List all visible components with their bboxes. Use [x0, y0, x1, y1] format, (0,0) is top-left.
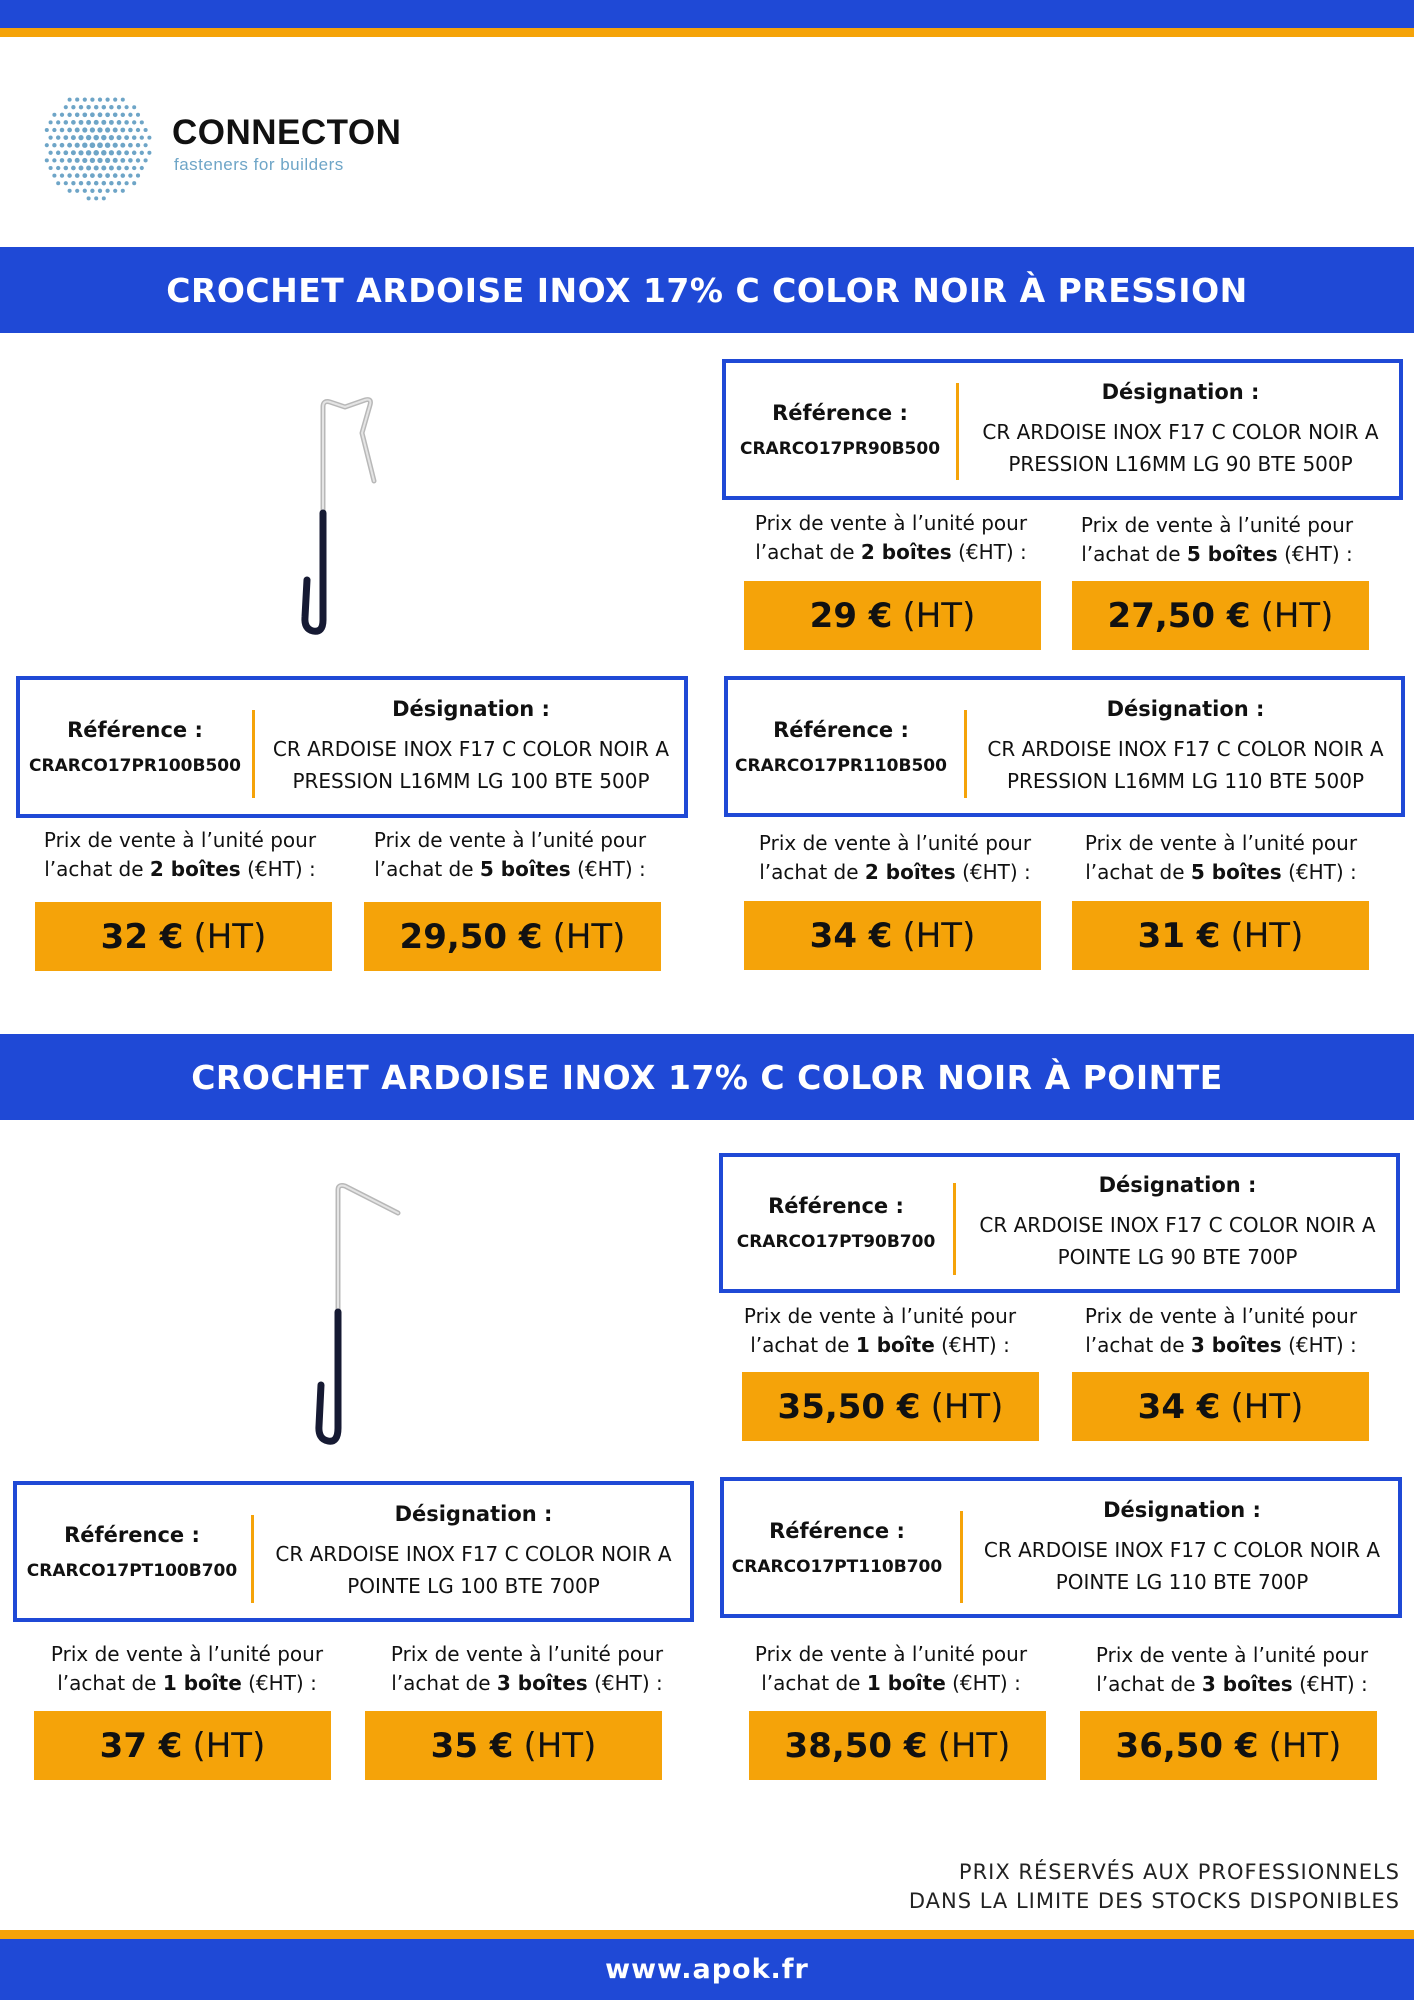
designation-line2: PRESSION L16MM LG 110 BTE 500P	[1006, 768, 1365, 793]
price-label: Prix de vente à l’unité pour l’achat de 5 boîtes (€HT) :	[1080, 513, 1354, 566]
reference-code: CRARCO17PR90B500	[739, 438, 941, 459]
price-box: 36,50 € (HT)	[1080, 1711, 1377, 1780]
card-divider	[251, 1515, 254, 1603]
top-blue-bar	[0, 0, 1414, 28]
price-label: Prix de vente à l’unité pour l’achat de 3 boîtes (€HT) :	[390, 1642, 664, 1695]
card-divider	[956, 383, 959, 480]
price-box: 37 € (HT)	[34, 1711, 331, 1780]
reference-label: Référence :	[768, 1194, 904, 1218]
price-box: 32 € (HT)	[35, 902, 332, 971]
top-orange-line	[0, 28, 1414, 37]
designation-line2: POINTE LG 90 BTE 700P	[1057, 1245, 1298, 1269]
price-label: Prix de vente à l’unité pour l’achat de 1 boîte (€HT) :	[50, 1642, 324, 1695]
reference-label: Référence :	[772, 400, 908, 425]
hook-pointe-image	[290, 1180, 410, 1450]
price-label: Prix de vente à l’unité pour l’achat de 5 boîtes (€HT) :	[1084, 831, 1358, 884]
price-label: Prix de vente à l’unité pour l’achat de 2 boîtes (€HT) :	[43, 828, 317, 881]
logo-dots-icon	[40, 90, 158, 202]
reference-label: Référence :	[769, 1518, 905, 1543]
reference-code: CRARCO17PR100B500	[29, 756, 241, 776]
reference-code: CRARCO17PT100B700	[26, 1560, 238, 1581]
designation-line1: CR ARDOISE INOX F17 C COLOR NOIR A	[983, 1537, 1381, 1562]
designation-line1: CR ARDOISE INOX F17 C COLOR NOIR A	[979, 1213, 1376, 1237]
website-footer	[0, 1939, 1414, 2000]
card-divider	[960, 1511, 963, 1603]
reference-code: CRARCO17PR110B500	[735, 755, 947, 776]
reference-label: Référence :	[64, 1522, 200, 1547]
website-link[interactable]: www.apok.fr	[605, 1954, 809, 1985]
price-box: 29 € (HT)	[744, 581, 1041, 650]
brand-tagline: fasteners for builders	[174, 155, 344, 174]
designation-line1: CR ARDOISE INOX F17 C COLOR NOIR A	[275, 1541, 672, 1566]
section-title-pointe: CROCHET ARDOISE INOX 17% C COLOR NOIR À POINTE	[0, 1034, 1414, 1120]
price-label: Prix de vente à l’unité pour l’achat de 1 boîte (€HT) :	[754, 1642, 1028, 1695]
designation-line2: POINTE LG 100 BTE 700P	[347, 1573, 600, 1598]
designation-label: Désignation :	[392, 697, 550, 721]
reference-code: CRARCO17PT90B700	[736, 1232, 936, 1252]
reference-label: Référence :	[773, 717, 909, 742]
designation-line1: CR ARDOISE INOX F17 C COLOR NOIR A	[982, 419, 1379, 444]
designation-line1: CR ARDOISE INOX F17 C COLOR NOIR A	[987, 736, 1384, 761]
price-label: Prix de vente à l’unité pour l’achat de 2 boîtes (€HT) :	[754, 511, 1028, 564]
product-card-pr110	[724, 676, 1405, 817]
designation-line2: POINTE LG 110 BTE 700P	[1055, 1569, 1309, 1594]
designation-label: Désignation :	[1106, 696, 1265, 721]
designation-label: Désignation :	[394, 1501, 553, 1526]
price-box: 29,50 € (HT)	[364, 902, 661, 971]
hook-pression-image	[290, 395, 400, 640]
price-box: 34 € (HT)	[744, 901, 1041, 970]
card-divider	[953, 1183, 956, 1275]
designation-label: Désignation :	[1098, 1173, 1257, 1197]
price-box: 27,50 € (HT)	[1072, 581, 1369, 650]
price-label: Prix de vente à l’unité pour l’achat de 5 boîtes (€HT) :	[373, 828, 647, 881]
product-card-pt110	[720, 1477, 1402, 1618]
designation-line2: PRESSION L16MM LG 90 BTE 500P	[1008, 451, 1353, 476]
designation-line2: PRESSION L16MM LG 100 BTE 500P	[292, 769, 650, 793]
price-box: 34 € (HT)	[1072, 1372, 1369, 1441]
price-box: 38,50 € (HT)	[749, 1711, 1046, 1780]
price-label: Prix de vente à l’unité pour l’achat de 1 boîte (€HT) :	[743, 1304, 1017, 1357]
reference-code: CRARCO17PT110B700	[731, 1556, 943, 1577]
bottom-orange-line	[0, 1930, 1414, 1939]
designation-line1: CR ARDOISE INOX F17 C COLOR NOIR A	[272, 737, 670, 761]
price-label: Prix de vente à l’unité pour l’achat de 3 boîtes (€HT) :	[1095, 1643, 1369, 1696]
price-box: 31 € (HT)	[1072, 901, 1369, 970]
product-card-pr100	[16, 676, 688, 818]
price-box: 35 € (HT)	[365, 1711, 662, 1780]
price-label: Prix de vente à l’unité pour l’achat de 3 boîtes (€HT) :	[1084, 1304, 1358, 1357]
product-card-pr90	[722, 359, 1403, 500]
price-box: 35,50 € (HT)	[742, 1372, 1039, 1441]
price-label: Prix de vente à l’unité pour l’achat de 2 boîtes (€HT) :	[758, 831, 1032, 884]
professional-prices-note: PRIX RÉSERVÉS AUX PROFESSIONNELS DANS LA LIMITE DES STOCKS DISPONIBLES	[908, 1860, 1400, 1913]
product-card-pt90	[719, 1153, 1400, 1293]
designation-label: Désignation :	[1101, 379, 1260, 404]
card-divider	[252, 710, 255, 798]
product-card-pt100	[13, 1481, 694, 1622]
brand-name: CONNECTON	[172, 113, 402, 152]
reference-label: Référence :	[67, 718, 203, 742]
designation-label: Désignation :	[1103, 1497, 1261, 1522]
section-title-pression: CROCHET ARDOISE INOX 17% C COLOR NOIR À PRESSION	[0, 247, 1414, 333]
card-divider	[964, 710, 967, 798]
